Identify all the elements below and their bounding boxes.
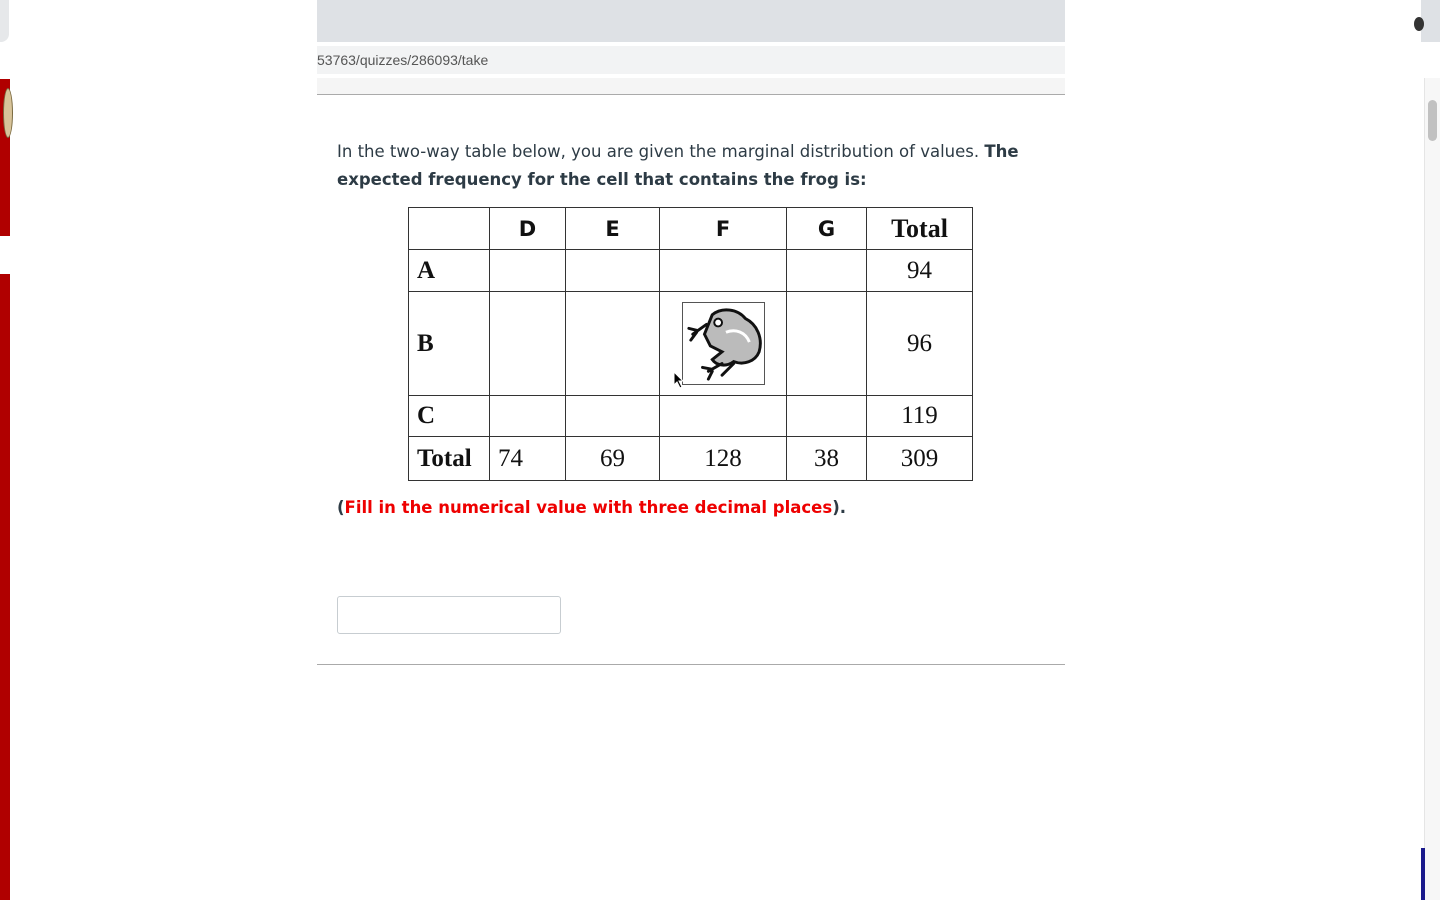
column-total: 74 [490,437,566,481]
quiz-header-strip [317,78,1065,95]
column-total: 38 [787,437,867,481]
profile-icon[interactable] [1414,17,1424,31]
question-divider [317,664,1065,665]
column-total: 128 [660,437,787,481]
browser-tab-edge-right [1421,0,1440,42]
side-indicator [1421,848,1425,900]
logo-seal-icon [3,88,13,138]
grand-total: 309 [867,437,973,481]
answer-input[interactable] [337,596,561,634]
header-cell: F [660,208,787,250]
instruction-note [337,498,846,517]
two-way-table [408,207,973,481]
header-cell: E [566,208,660,250]
table-row [409,292,973,396]
browser-tab-bar [317,0,1065,42]
scrollbar-track[interactable] [1424,78,1440,900]
sidebar-nav-bar [0,274,10,900]
frog-icon [682,302,765,385]
header-cell: G [787,208,867,250]
question-bold: The expected frequency for the cell that contains the frog is: [337,142,1019,189]
row-total: 94 [867,250,973,292]
row-label: A [409,250,490,292]
row-total: 119 [867,396,973,437]
row-label: C [409,396,490,437]
browser-tab-edge [0,0,9,42]
row-label: B [409,292,490,396]
address-bar[interactable] [317,46,1065,74]
url-text: 53763/quizzes/286093/take [317,52,489,68]
question-plain: In the two-way table below, you are given the marginal distribution of values. [337,142,985,161]
scrollbar-thumb[interactable] [1428,100,1437,141]
header-cell: D [490,208,566,250]
table-row [409,250,973,292]
column-total: 69 [566,437,660,481]
header-cell [409,208,490,250]
note-close: ). [832,498,847,517]
mouse-cursor-icon [673,371,685,389]
question-text [337,138,1037,194]
table-total-row [409,437,973,481]
note-red-text: Fill in the numerical value with three decimal places [344,498,833,517]
table-header-row [409,208,973,250]
row-total: 96 [867,292,973,396]
note-open: ( [337,498,345,517]
table-row [409,396,973,437]
header-cell: Total [867,208,973,250]
row-label: Total [409,437,490,481]
